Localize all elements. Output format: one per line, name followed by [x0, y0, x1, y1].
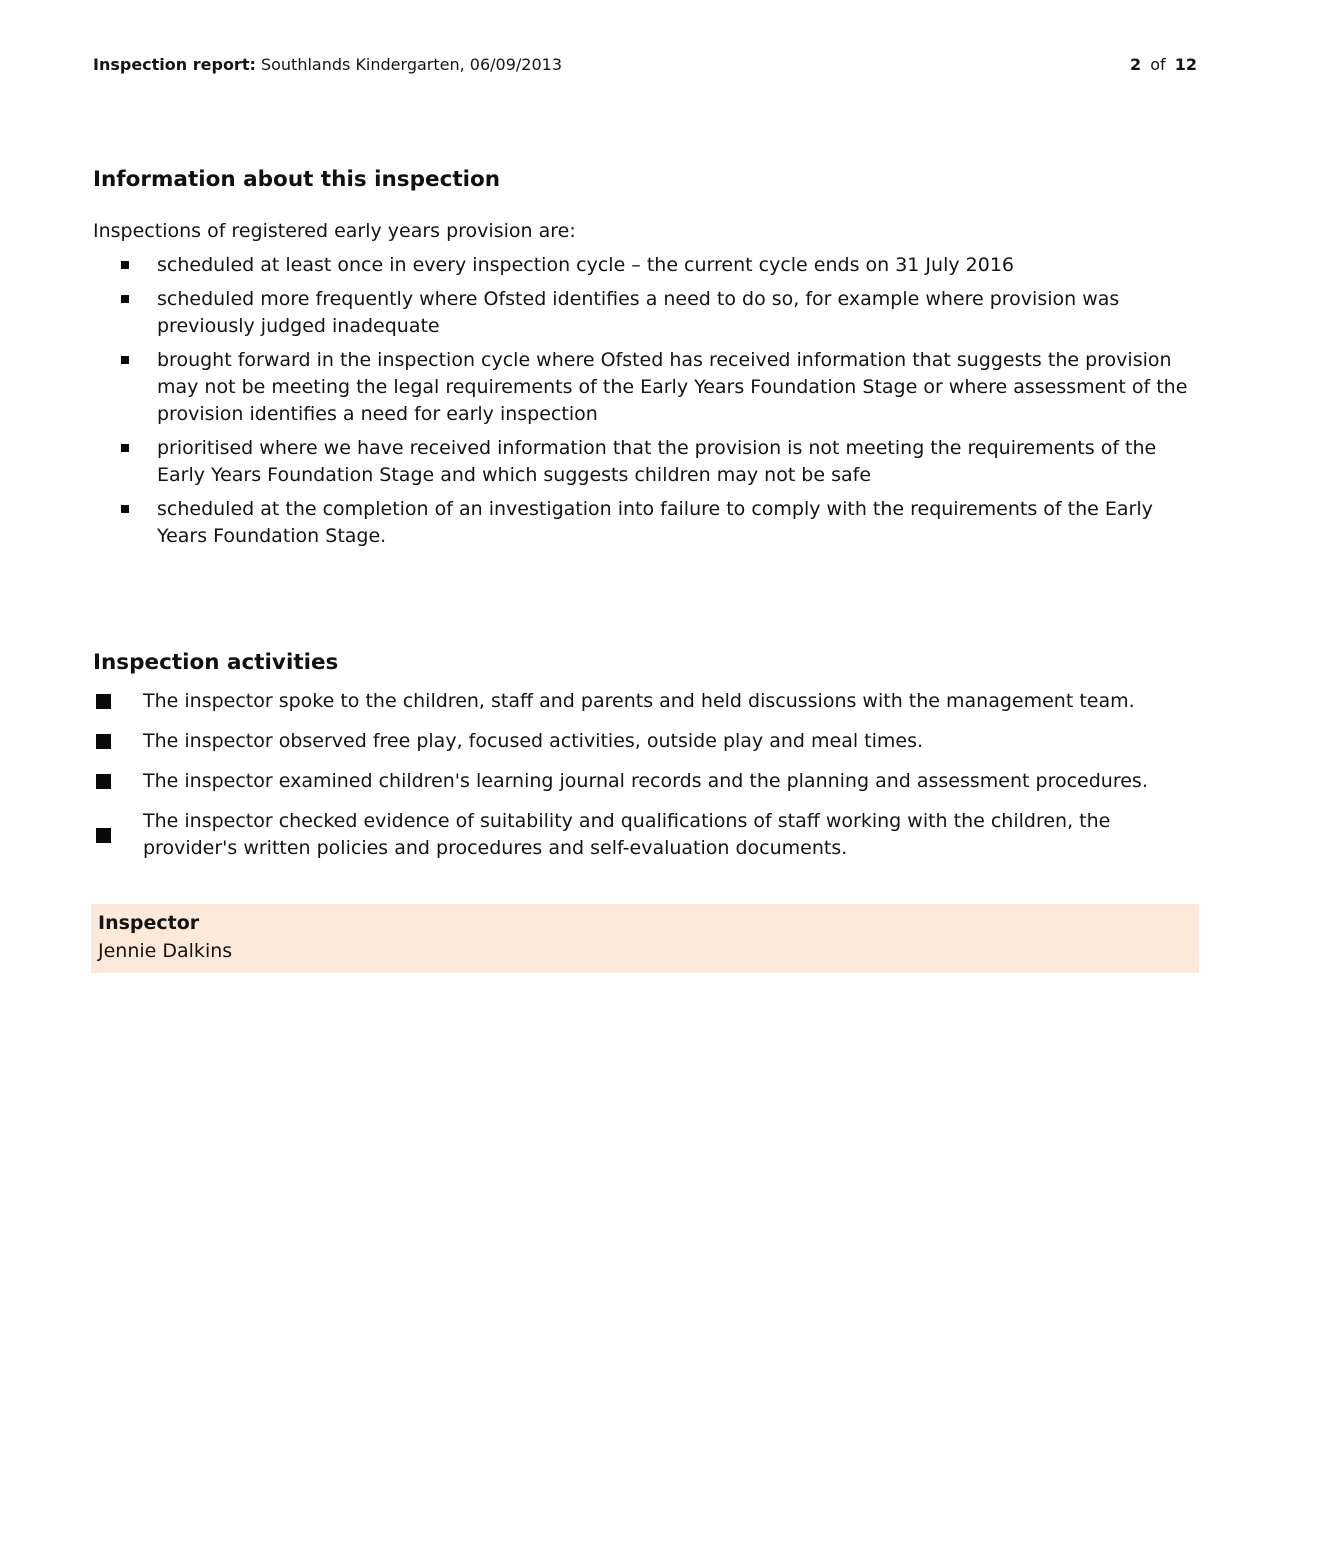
info-bullet-text: brought forward in the inspection cycle where Ofsted has received information that suggests the provision may not be meeting the legal requirements of the Early Years Foundation Stage or where assessment of the provision identifies a need for early inspection: [157, 349, 1188, 425]
info-bullet-item: [93, 496, 1197, 550]
square-bullet-icon: [121, 505, 129, 513]
square-bullet-icon: [96, 734, 111, 749]
activities-list: [93, 688, 1197, 862]
page-number-separator: of: [1150, 55, 1166, 74]
page-header: [93, 0, 1197, 74]
activity-item: [93, 688, 1197, 715]
activity-item: [93, 808, 1197, 862]
info-bullet-text: scheduled at least once in every inspection cycle – the current cycle ends on 31 July 2016: [157, 254, 1014, 276]
information-intro: Inspections of registered early years provision are:: [93, 220, 576, 242]
info-bullet-text: scheduled more frequently where Ofsted identifies a need to do so, for example where provision was previously judged inadequate: [157, 288, 1120, 337]
info-bullet-text: prioritised where we have received information that the provision is not meeting the requirements of the Early Years Foundation Stage and which suggests children may not be safe: [157, 437, 1157, 486]
square-bullet-icon: [96, 694, 111, 709]
information-section: [93, 167, 1197, 550]
page-number-total: 12: [1174, 55, 1197, 74]
inspector-label: Inspector: [98, 912, 200, 934]
info-bullet-item: [93, 347, 1197, 428]
square-bullet-icon: [96, 828, 111, 843]
info-bullet-item: [93, 252, 1197, 279]
information-section-title: Information about this inspection: [93, 167, 501, 192]
inspector-name: Jennie Dalkins: [98, 940, 233, 962]
activity-text: The inspector examined children's learning journal records and the planning and assessment procedures.: [143, 770, 1148, 792]
activities-section-title: Inspection activities: [93, 650, 339, 675]
square-bullet-icon: [121, 261, 129, 269]
square-bullet-icon: [121, 444, 129, 452]
info-bullet-item: [93, 435, 1197, 489]
header-report-title: [93, 55, 562, 74]
activity-text: The inspector observed free play, focused activities, outside play and meal times.: [143, 730, 924, 752]
square-bullet-icon: [96, 774, 111, 789]
info-bullet-text: scheduled at the completion of an investigation into failure to comply with the requirements of the Early Years Foundation Stage.: [157, 498, 1153, 547]
activity-item: [93, 728, 1197, 755]
header-report-label: Inspection report:: [93, 55, 256, 74]
information-bullet-list: [93, 252, 1197, 550]
square-bullet-icon: [121, 295, 129, 303]
square-bullet-icon: [121, 356, 129, 364]
activities-section: [93, 650, 1197, 862]
page-number: [1126, 55, 1197, 74]
inspector-highlight-box: [91, 904, 1199, 973]
page-number-current: 2: [1129, 55, 1142, 74]
activity-item: [93, 768, 1197, 795]
info-bullet-item: [93, 286, 1197, 340]
activity-text: The inspector checked evidence of suitability and qualifications of staff working with the children, the provider's written policies and procedures and self-evaluation documents.: [143, 810, 1111, 859]
activity-text: The inspector spoke to the children, staff and parents and held discussions with the management team.: [143, 690, 1135, 712]
header-report-detail: Southlands Kindergarten, 06/09/2013: [260, 55, 562, 74]
